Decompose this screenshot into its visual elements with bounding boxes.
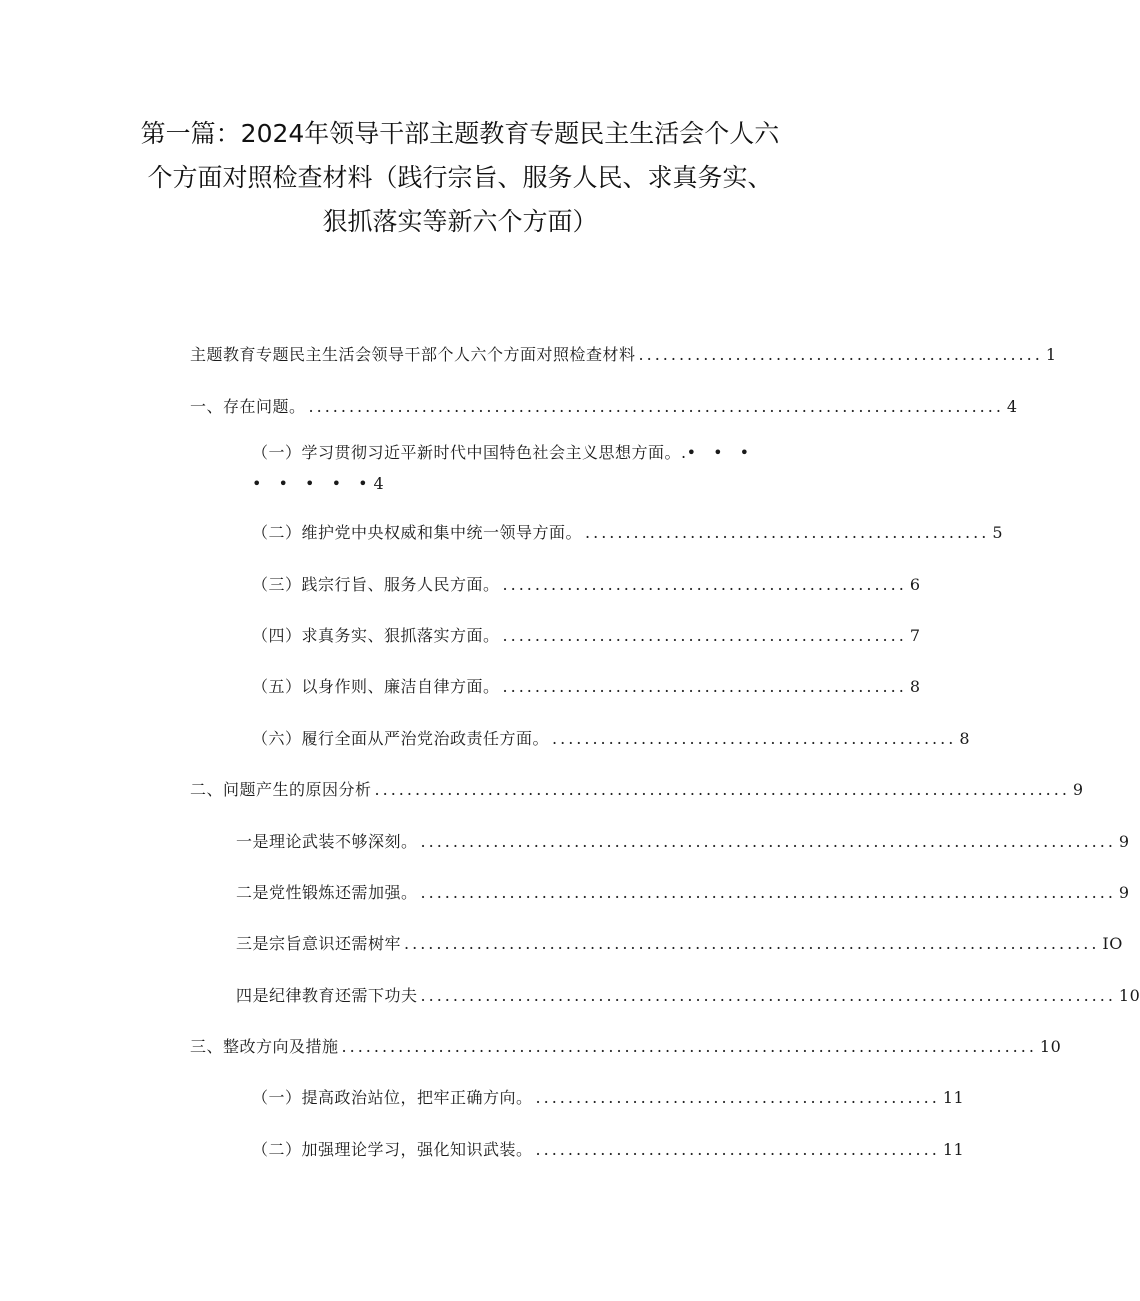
toc-entry-label: 二、问题产生的原因分析 xyxy=(190,780,372,799)
title-line-1: 第一篇：2024年领导干部主题教育专题民主生活会个人六 xyxy=(140,119,780,148)
toc-entry-label: （二）维护党中央权威和集中统一领导方面。 xyxy=(252,523,583,542)
leader-dots: .................................................. xyxy=(535,1088,940,1107)
toc-entry-label: （三）践宗行旨、服务人民方面。 xyxy=(252,575,500,594)
toc-entry-label: （二）加强理论学习，强化知识武装。 xyxy=(252,1140,533,1159)
leader-dots: ...................................................................................... xyxy=(420,883,1116,902)
toc-entry-label: （六）履行全面从严治党治政责任方面。 xyxy=(252,729,550,748)
toc-entry[interactable] xyxy=(190,777,1084,800)
toc-entry-page: 10 xyxy=(1118,986,1140,1005)
toc-entry-label: 一、存在问题。 xyxy=(190,397,306,416)
toc-entry-page: 11 xyxy=(942,1140,965,1159)
toc-entry-page: IO xyxy=(1102,934,1123,953)
toc-entry[interactable] xyxy=(252,1085,965,1108)
toc-entry-label: （五）以身作则、廉洁自律方面。 xyxy=(252,677,500,696)
toc-entry-label: 一是理论武装不够深刻。 xyxy=(236,832,418,851)
leader-dots: .................................................. xyxy=(502,677,907,696)
toc-entry-page: 7 xyxy=(909,626,921,645)
toc-entry-label: 二是党性锻炼还需加强。 xyxy=(236,883,418,902)
toc-entry-page: 6 xyxy=(909,575,921,594)
toc-entry-label: 三是宗旨意识还需树牢 xyxy=(236,934,402,953)
toc-entry-label: 主题教育专题民主生活会领导干部个人六个方面对照检查材料 xyxy=(190,345,636,364)
leader-dots: .................................................. xyxy=(502,626,907,645)
document-title xyxy=(120,112,800,244)
leader-dots: ...................................................................................... xyxy=(308,397,1004,416)
toc-entry[interactable] xyxy=(252,623,921,646)
toc-entry[interactable] xyxy=(236,880,1130,903)
leader-dots: ...................................................................................... xyxy=(374,780,1070,799)
toc-entry[interactable] xyxy=(190,1034,1062,1057)
toc-entry[interactable] xyxy=(190,394,1018,417)
leader-dots: ...................................................................................... xyxy=(404,934,1100,953)
toc-entry[interactable] xyxy=(236,829,1130,852)
toc-entry-page: 4 xyxy=(1006,397,1018,416)
toc-entry[interactable] xyxy=(252,674,921,697)
toc-entry-page: 8 xyxy=(959,729,970,748)
leader-dots: .................................................. xyxy=(535,1140,940,1159)
toc-entry[interactable] xyxy=(236,983,1140,1006)
title-line-3: 狠抓落实等新六个方面） xyxy=(322,207,598,236)
toc-entry-label: （一）学习贯彻习近平新时代中国特色社会主义思想方面。. xyxy=(252,443,687,462)
toc-entry[interactable] xyxy=(252,1137,965,1160)
toc-entry[interactable] xyxy=(190,342,1057,365)
toc-entry[interactable] xyxy=(252,437,778,499)
toc-entry[interactable] xyxy=(252,572,921,595)
leader-dots: • • • • • xyxy=(252,474,374,493)
toc-entry-page: 5 xyxy=(992,523,1003,542)
toc-entry-label: （四）求真务实、狠抓落实方面。 xyxy=(252,626,500,645)
toc-entry-page: 11 xyxy=(942,1088,965,1107)
toc-entry[interactable] xyxy=(252,520,1003,543)
leader-dots: .................................................. xyxy=(638,345,1043,364)
leader-dots: .................................................. xyxy=(585,523,990,542)
toc-entry-page: 1 xyxy=(1045,345,1057,364)
leader-dots: ...................................................................................... xyxy=(420,832,1116,851)
leader-dots: • • • xyxy=(686,443,756,462)
leader-dots: ...................................................................................... xyxy=(341,1037,1037,1056)
toc-entry-label: 四是纪律教育还需下功夫 xyxy=(236,986,418,1005)
toc-entry-page: 8 xyxy=(909,677,921,696)
toc-entry[interactable] xyxy=(252,726,970,749)
toc-entry-label: （一）提高政治站位，把牢正确方向。 xyxy=(252,1088,533,1107)
toc-entry[interactable] xyxy=(236,931,1123,954)
leader-dots: .................................................. xyxy=(502,575,907,594)
toc-entry-page: 10 xyxy=(1039,1037,1062,1056)
leader-dots: ...................................................................................... xyxy=(420,986,1116,1005)
leader-dots: .................................................. xyxy=(552,729,957,748)
toc-entry-page: 9 xyxy=(1118,832,1130,851)
toc-entry-label: 三、整改方向及措施 xyxy=(190,1037,339,1056)
toc-entry-page: 9 xyxy=(1072,780,1084,799)
toc-entry-page: 9 xyxy=(1118,883,1130,902)
title-line-2: 个方面对照检查材料（践行宗旨、服务人民、求真务实、 xyxy=(147,163,773,192)
toc-entry-page: 4 xyxy=(373,474,385,493)
